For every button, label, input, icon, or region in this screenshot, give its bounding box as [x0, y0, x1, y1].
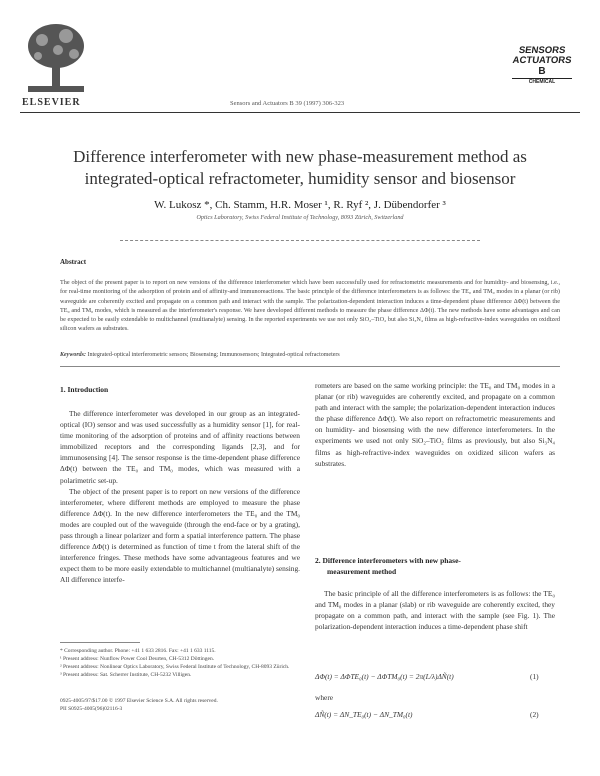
header-rule: [20, 112, 580, 113]
title-line-2: integrated-optical refractometer, humidity sensor and biosensor: [84, 169, 516, 188]
keywords: [60, 352, 560, 358]
footnote-2: ² Present address: Nonlinear Optics Laboratory, Swiss Federal Institute of Technology, CH-8093 Zürich.: [60, 664, 290, 670]
section-2-heading-line-2: measurement method: [327, 567, 397, 576]
equation-2: ΔÑ(t) = ΔN_TE₀(t) − ΔN_TM₀(t): [315, 710, 413, 719]
intro-continuation: rometers are based on the same working principle: the TE₀ and TM₀ modes in a planar (or rib) waveguides are coherently excited, and propagate on a common path and interact with the sample; the polarization-dependent interaction induces the phase difference ΔΦ(t). We also report on refractometric measurements and on humidity- and biosensing with the new difference interferometers. In the experiments we used not only SiO₂–TiO₂ films as previously, but also Si₃N₄ films as high-refractive-index waveguides on oxidized silicon wafers as substrates.: [315, 381, 555, 468]
article-title: [40, 146, 560, 190]
footnote-rule: [60, 642, 140, 643]
right-column-text: [315, 380, 555, 469]
affiliation: Optics Laboratory, Swiss Federal Institute of Technology, 8093 Zürich, Switzerland: [196, 214, 404, 221]
elsevier-tree-logo: [20, 18, 92, 98]
intro-paragraph-2: The object of the present paper is to report on new versions of the difference interferometer, where different methods are employed to measure the phase difference ΔΦ(t). In the new difference interferometers the TE₀ and the TM₀ modes are coupled out of the waveguide (through the end-face or by a grating), pass through a linear polarizer and form a spatial interference pattern. The phase difference ΔΦ(t) is determined as function of time t from the lateral shift of the interference fringes. These methods have some advantageous features and we expect them to be more easily extendable to multichannel (multianalyte) sensing. All difference interfe-: [60, 486, 300, 585]
abstract-heading: Abstract: [60, 258, 87, 266]
title-line-1: Difference interferometer with new phase-measurement method as: [73, 147, 527, 166]
authors: W. Lukosz *, Ch. Stamm, H.R. Moser ¹, R. Ryf ², J. Dübendorfer ³: [154, 199, 446, 211]
journal-reference: Sensors and Actuators B 39 (1997) 306-323: [230, 100, 345, 107]
journal-logo: [512, 46, 572, 85]
footnote-corresponding: * Corresponding author. Phone: +41 1 633 2816. Fax: +41 1 633 1115.: [60, 648, 216, 654]
equation-1: ΔΦ(t) = ΔΦTE₀(t) − ΔΦTM₀(t) = 2π(L/λ)ΔÑ(t): [315, 672, 454, 681]
equation-2-number: (2): [530, 710, 539, 719]
copyright-line-2: PII S0925-4005(96)02116-3: [60, 706, 123, 712]
keywords-list: Integrated-optical interferometric sensors; Biosensing; Immunosensors; Integrated-optical refractometers: [87, 352, 340, 358]
journal-logo-line3: B: [538, 66, 546, 77]
abstract-text: The object of the present paper is to report on new versions of the difference interferometer which have been successfully used for refractometric measurements and for humidity- and biosensing, i.e., for real-time monitoring of the adsorption of protein and of affinity-and immunoreactions. The basic principle of the difference interferometers is as follows: the TE₀ and TM₀ modes in a planar (or rib) waveguide are coherently excited and propagate on a common path and interact with the sample. The polarization-dependent interaction induces a time-dependent phase difference ΔΦ(t) between the TE₀ and TM₀ modes, which is measured as the interferometer's response. We have developed different methods to measure the phase difference ΔΦ(t). The new methods have some advantages and can be expected to be easily extendable to multichannel (multianalyte) sensing. In the reported experiments we use not only SiO₂–TiO₂ but also Si₃N₄ films as high-refractive-index waveguides on oxidized silicon wafers as substrates.: [60, 279, 560, 333]
publisher-name: ELSEVIER: [22, 97, 81, 108]
section-2-heading-line-1: 2. Difference interferometers with new phase-: [315, 556, 461, 565]
left-column-text: [60, 408, 300, 586]
journal-logo-line2: ACTUATORS: [511, 54, 573, 66]
copyright-line-1: 0925-4005/97/$17.00 © 1997 Elsevier Science S.A. All rights reserved.: [60, 698, 218, 704]
abstract-rule: [60, 366, 560, 367]
footnotes: [60, 647, 300, 679]
section-2-heading: [315, 555, 555, 577]
journal-logo-line4: CHEMICAL: [512, 78, 572, 85]
footnote-1: ¹ Present address: Nunflow Power Cool Deurten, CH-5312 Döttingen.: [60, 656, 215, 662]
equation-1-number: (1): [530, 672, 539, 681]
journal-logo-line1: SENSORS: [518, 45, 567, 56]
footnote-3: ³ Present address: Sat. Scherrer Institute, CH-5232 Villigen.: [60, 672, 192, 678]
where-text: where: [315, 693, 334, 702]
keywords-label: Keywords:: [60, 352, 86, 358]
section-divider: [120, 240, 480, 242]
copyright: [60, 697, 300, 713]
section-1-heading: 1. Introduction: [60, 385, 109, 394]
intro-paragraph-1: The difference interferometer was developed in our group as an integrated-optical (IO) sensor and was used successfully as a humidity sensor [1], for real-time monitoring of the adsorption of proteins and of affinity reactions between immobilized receptors and the corresponding ligands [2,3], and for immunosensing [4]. The sensor response is the time-dependent phase difference ΔΦ(t) between the TE₀ and TM₀ modes, which was measured with a polarimetric set-up.: [60, 409, 300, 485]
section-2-paragraph: The basic principle of all the difference interferometers is as follows: the TE₀ and TM₀ modes in a planar (slab) or rib waveguide are coherently excited, they propagate on a common path, and interact with the sample (see Fig. 1). The polarization-dependent interaction induces a time-dependent phase shift: [315, 589, 555, 632]
section-2-text: [315, 588, 555, 632]
